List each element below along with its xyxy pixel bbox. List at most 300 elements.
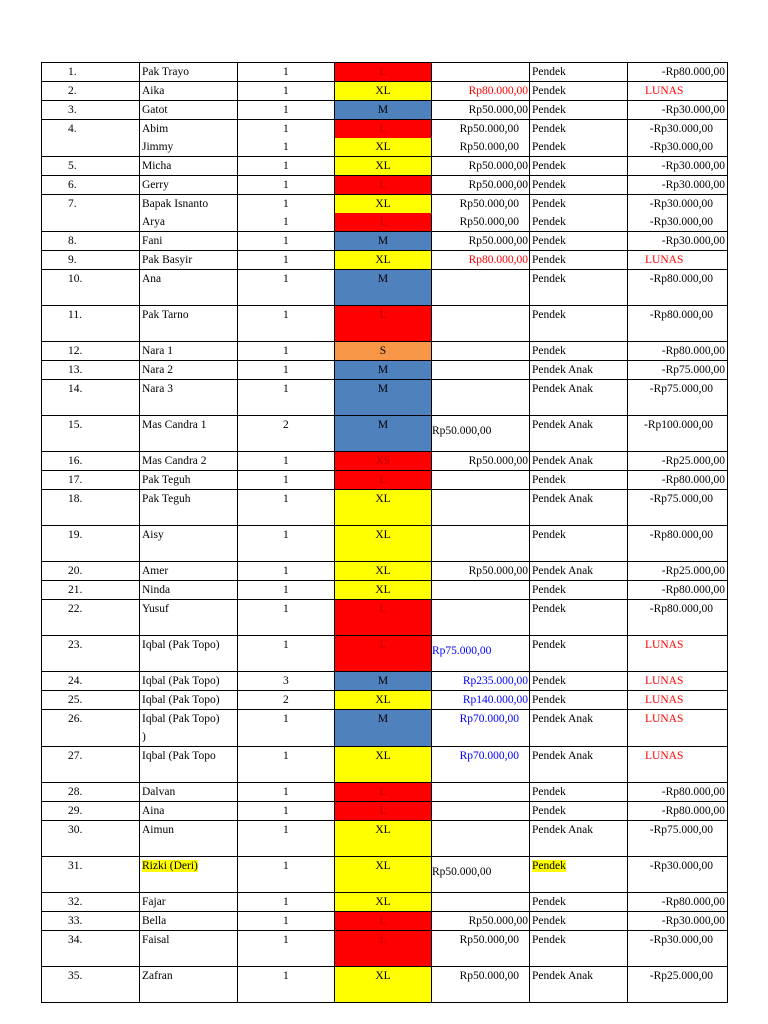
pants-type [530,416,627,434]
row-number-cell [42,270,140,306]
customer-name [140,342,237,360]
size-label: M [377,383,389,395]
payment-amount: Rp50.000,00 [432,866,492,878]
customer-name-text: Yusuf [142,603,169,615]
customer-name-text: Jimmy [142,141,174,153]
quantity: 1 [283,896,289,908]
quantity-cell [238,747,335,783]
customer-name [140,195,237,213]
balance-cell [628,821,728,857]
row-number-cell [42,342,140,361]
pants-type-text: Pendek Anak [532,824,594,836]
customer-name [140,581,237,599]
customer-name-text: Rizki (Deri) [142,860,198,872]
size-cell [335,416,432,452]
pants-type-text: Pendek [532,273,566,285]
size-label: L [379,474,387,486]
type-cell [530,783,628,802]
pants-type [530,251,627,269]
pants-type [530,471,627,489]
customer-name-text: Amer [142,565,169,577]
quantity: 1 [283,565,289,577]
row-number: 32. [68,896,83,908]
pants-type-text: Pendek [532,309,566,321]
customer-name [140,526,237,544]
quantity-cell [238,581,335,600]
customer-name [140,380,237,398]
balance-amount: -Rp80.000,00 [661,805,725,817]
customer-name [140,672,237,690]
size-badge [335,270,431,288]
table-row [42,82,728,101]
pants-type-text: Pendek [532,141,566,153]
customer-name [140,562,237,580]
quantity-cell [238,306,335,342]
balance-amount: -Rp80.000,00 [649,273,713,285]
balance-cell [628,82,728,101]
size-label: M [377,675,389,687]
payment-cell [432,232,530,251]
pants-type [530,912,627,930]
balance-cell [628,600,728,636]
size-label: L [379,915,387,927]
size-cell [335,270,432,306]
name-cell [140,691,238,710]
table-row [42,562,728,581]
size-label: M [377,364,389,376]
customer-name [140,416,237,434]
payment-cell [432,361,530,380]
table-row [42,783,728,802]
row-number: 33. [68,915,83,927]
payment-amount: Rp50.000,00 [468,179,528,191]
paid-status: LUNAS [645,675,684,687]
size-cell [335,691,432,710]
payment-amount: Rp50.000,00 [432,425,492,437]
pants-type [530,821,627,839]
payment-amount [432,783,529,801]
row-number-cell [42,581,140,600]
name-cell [140,361,238,380]
quantity: 1 [283,915,289,927]
pants-type-text: Pendek [532,934,566,946]
row-number-cell [42,232,140,251]
row-number: 28. [68,786,83,798]
quantity-cell [238,562,335,581]
balance-cell [628,912,728,931]
quantity: 1 [283,529,289,541]
size-label: XL [375,694,391,706]
size-badge [335,213,431,231]
balance-amount: -Rp30.000,00 [661,235,725,247]
name-cell [140,581,238,600]
row-number: 25. [68,694,83,706]
name-cell [140,416,238,452]
row-number: 12. [68,345,83,357]
customer-name-text: Iqbal (Pak Topo [142,750,216,762]
size-label: L [379,603,387,615]
pants-type-text: Pendek [532,235,566,247]
type-cell [530,912,628,931]
pants-type [530,270,627,288]
row-number-cell [42,672,140,691]
size-badge [335,471,431,489]
pants-type-text: Pendek Anak [532,713,594,725]
row-number-cell [42,857,140,893]
paid-status: LUNAS [645,85,684,97]
table-row [42,380,728,416]
row-number: 13. [68,364,83,376]
size-cell [335,490,432,526]
row-number-cell [42,306,140,342]
pants-type-text: Pendek Anak [532,455,594,467]
payment-cell [432,857,530,893]
row-number: 6. [68,179,77,191]
row-number-cell [42,893,140,912]
balance-cell [628,526,728,562]
row-number-cell [42,176,140,195]
balance-amount: -Rp30.000,00 [661,915,725,927]
paid-status: LUNAS [645,713,684,725]
balance-amount: -Rp30.000,00 [649,934,713,946]
payment-amount: Rp75.000,00 [432,645,492,657]
row-number: 18. [68,493,83,505]
pants-type [530,120,627,138]
payment-amount [432,270,529,288]
quantity: 1 [283,455,289,467]
size-badge [335,691,431,709]
table-row [42,600,728,636]
size-badge [335,710,431,728]
payment-cell [432,176,530,195]
balance-amount: -Rp30.000,00 [649,216,713,228]
row-number-cell [42,821,140,857]
pants-type [530,893,627,911]
type-cell [530,710,628,747]
quantity: 1 [283,970,289,982]
balance-cell [628,63,728,82]
pants-type [530,63,627,81]
row-number: 26. [68,713,83,725]
quantity-cell [238,270,335,306]
table-row [42,306,728,342]
name-cell [140,232,238,251]
row-number: 11. [68,309,82,321]
size-cell [335,306,432,342]
balance-cell [628,562,728,581]
balance-cell [628,747,728,783]
size-badge [335,967,431,985]
table-row [42,710,728,747]
payment-cell [432,967,530,1003]
row-number-cell [42,490,140,526]
quantity-cell [238,912,335,931]
customer-name [140,361,237,379]
customer-name-text: Iqbal (Pak Topo) [142,639,220,651]
size-label: S [379,345,387,357]
pants-type [530,306,627,324]
balance-cell [628,490,728,526]
pants-type [530,380,627,398]
balance-cell [628,232,728,251]
size-label: XL [375,824,391,836]
quantity-cell [238,471,335,490]
pants-type-text: Pendek [532,85,566,97]
pants-type-text: Pendek [532,675,566,687]
name-cell [140,176,238,195]
quantity-cell [238,101,335,120]
payment-amount [432,63,529,81]
balance-cell [628,636,728,672]
payment-amount [432,380,529,398]
size-cell [335,526,432,562]
customer-name [140,893,237,911]
name-cell [140,251,238,270]
payment-cell [432,416,530,452]
quantity: 1 [283,123,289,135]
payment-amount: Rp50.000,00 [459,198,519,210]
order-table [41,62,728,1003]
row-number: 21. [68,584,83,596]
balance-amount: -Rp30.000,00 [649,198,713,210]
customer-name [140,691,237,709]
name-cell [140,710,238,747]
payment-amount: Rp50.000,00 [468,455,528,467]
pants-type [530,232,627,250]
quantity-cell [238,931,335,967]
balance-amount: -Rp80.000,00 [661,584,725,596]
customer-name-text: Aina [142,805,165,817]
size-label: XL [375,85,391,97]
customer-name [140,912,237,930]
table-row [42,452,728,471]
customer-name-text: Aisy [142,529,164,541]
table-row [42,101,728,120]
payment-amount [432,490,529,508]
payment-cell [432,82,530,101]
pants-type [530,600,627,618]
name-cell [140,747,238,783]
quantity-cell [238,63,335,82]
customer-name [140,728,237,746]
size-label: L [379,123,387,135]
payment-amount [432,342,529,360]
pants-type-text: Pendek [532,694,566,706]
quantity: 3 [283,675,289,687]
payment-cell [432,120,530,157]
paid-status: LUNAS [645,694,684,706]
size-label: M [377,419,389,431]
size-label: XL [375,160,391,172]
pants-type [530,195,627,213]
payment-cell [432,931,530,967]
payment-amount: Rp80.000,00 [468,254,528,266]
payment-amount [432,802,529,820]
type-cell [530,361,628,380]
pants-type-text: Pendek Anak [532,383,594,395]
customer-name-text: Ana [142,273,162,285]
size-cell [335,195,432,232]
balance-cell [628,306,728,342]
quantity-cell [238,672,335,691]
type-cell [530,82,628,101]
customer-name [140,710,237,728]
payment-amount: Rp235.000,00 [462,675,528,687]
balance-cell [628,581,728,600]
size-badge [335,672,431,690]
row-number: 4. [68,123,77,135]
row-number: 20. [68,565,83,577]
pants-type-text: Pendek [532,896,566,908]
row-number-cell [42,416,140,452]
type-cell [530,802,628,821]
type-cell [530,967,628,1003]
quantity-cell [238,783,335,802]
row-number: 2. [68,85,77,97]
pants-type-text: Pendek Anak [532,493,594,505]
size-cell [335,967,432,1003]
size-label: L [379,179,387,191]
size-label: L [379,934,387,946]
size-cell [335,857,432,893]
balance-cell [628,361,728,380]
row-number-cell [42,526,140,562]
balance-cell [628,416,728,452]
size-cell [335,672,432,691]
name-cell [140,912,238,931]
quantity: 2 [283,694,289,706]
name-cell [140,157,238,176]
customer-name-text: Pak Tarno [142,309,189,321]
row-number: 16. [68,455,83,467]
quantity: 1 [283,860,289,872]
customer-name-text: Mas Candra 2 [142,455,207,467]
payment-cell [432,63,530,82]
payment-cell [432,490,530,526]
payment-cell [432,101,530,120]
payment-cell [432,893,530,912]
row-number: 14. [68,383,83,395]
customer-name [140,82,237,100]
type-cell [530,101,628,120]
table-row [42,361,728,380]
row-number-cell [42,195,140,232]
type-cell [530,857,628,893]
quantity-cell [238,600,335,636]
payment-amount: Rp70.000,00 [459,750,519,762]
table-row [42,747,728,783]
balance-amount: -Rp80.000,00 [649,309,713,321]
pants-type-text: Pendek [532,860,566,872]
table-row [42,931,728,967]
balance-amount: -Rp30.000,00 [661,179,725,191]
balance-amount: -Rp80.000,00 [661,66,725,78]
quantity-cell [238,691,335,710]
payment-amount: Rp50.000,00 [468,565,528,577]
type-cell [530,63,628,82]
type-cell [530,176,628,195]
balance-cell [628,893,728,912]
size-label: XL [375,565,391,577]
balance-amount: -Rp30.000,00 [649,141,713,153]
payment-amount [432,306,529,324]
balance-amount: -Rp80.000,00 [649,529,713,541]
type-cell [530,471,628,490]
type-cell [530,157,628,176]
quantity-cell [238,342,335,361]
name-cell [140,526,238,562]
quantity: 1 [283,934,289,946]
size-label: XL [375,584,391,596]
table-row [42,802,728,821]
size-cell [335,452,432,471]
row-number: 5. [68,160,77,172]
row-number: 34. [68,934,83,946]
quantity: 1 [283,160,289,172]
size-badge [335,747,431,765]
balance-amount: -Rp75.000,00 [649,824,713,836]
size-label: L [379,309,387,321]
row-number-cell [42,783,140,802]
quantity: 1 [283,85,289,97]
customer-name-text: Pak Trayo [142,66,189,78]
row-number: 8. [68,235,77,247]
table-row [42,195,728,232]
balance-cell [628,802,728,821]
row-number-cell [42,636,140,672]
pants-type-text: Pendek [532,584,566,596]
size-label: XL [375,529,391,541]
balance-amount: -Rp100.000,00 [644,419,713,431]
balance-cell [628,691,728,710]
pants-type-text: Pendek [532,254,566,266]
size-badge [335,342,431,360]
quantity-cell [238,452,335,471]
pants-type-text: Pendek [532,603,566,615]
payment-amount [432,361,529,379]
customer-name-text: Bapak Isnanto [142,198,209,210]
name-cell [140,270,238,306]
quantity-cell [238,821,335,857]
balance-amount: -Rp25.000,00 [661,455,725,467]
size-label: L [379,639,387,651]
row-number: 30. [68,824,83,836]
customer-name-text: Dalvan [142,786,176,798]
pants-type [530,101,627,119]
pants-type-text: Pendek [532,786,566,798]
pants-type [530,342,627,360]
quantity-cell [238,490,335,526]
row-number-cell [42,562,140,581]
size-badge [335,157,431,175]
row-number-cell [42,967,140,1003]
balance-amount: -Rp25.000,00 [649,970,713,982]
table-row [42,232,728,251]
quantity-cell [238,857,335,893]
type-cell [530,232,628,251]
paid-status: LUNAS [645,639,684,651]
balance-amount: -Rp30.000,00 [649,123,713,135]
type-cell [530,452,628,471]
customer-name [140,101,237,119]
pants-type [530,452,627,470]
pants-type [530,747,627,765]
type-cell [530,306,628,342]
type-cell [530,342,628,361]
paid-status: LUNAS [645,750,684,762]
balance-cell [628,967,728,1003]
type-cell [530,931,628,967]
